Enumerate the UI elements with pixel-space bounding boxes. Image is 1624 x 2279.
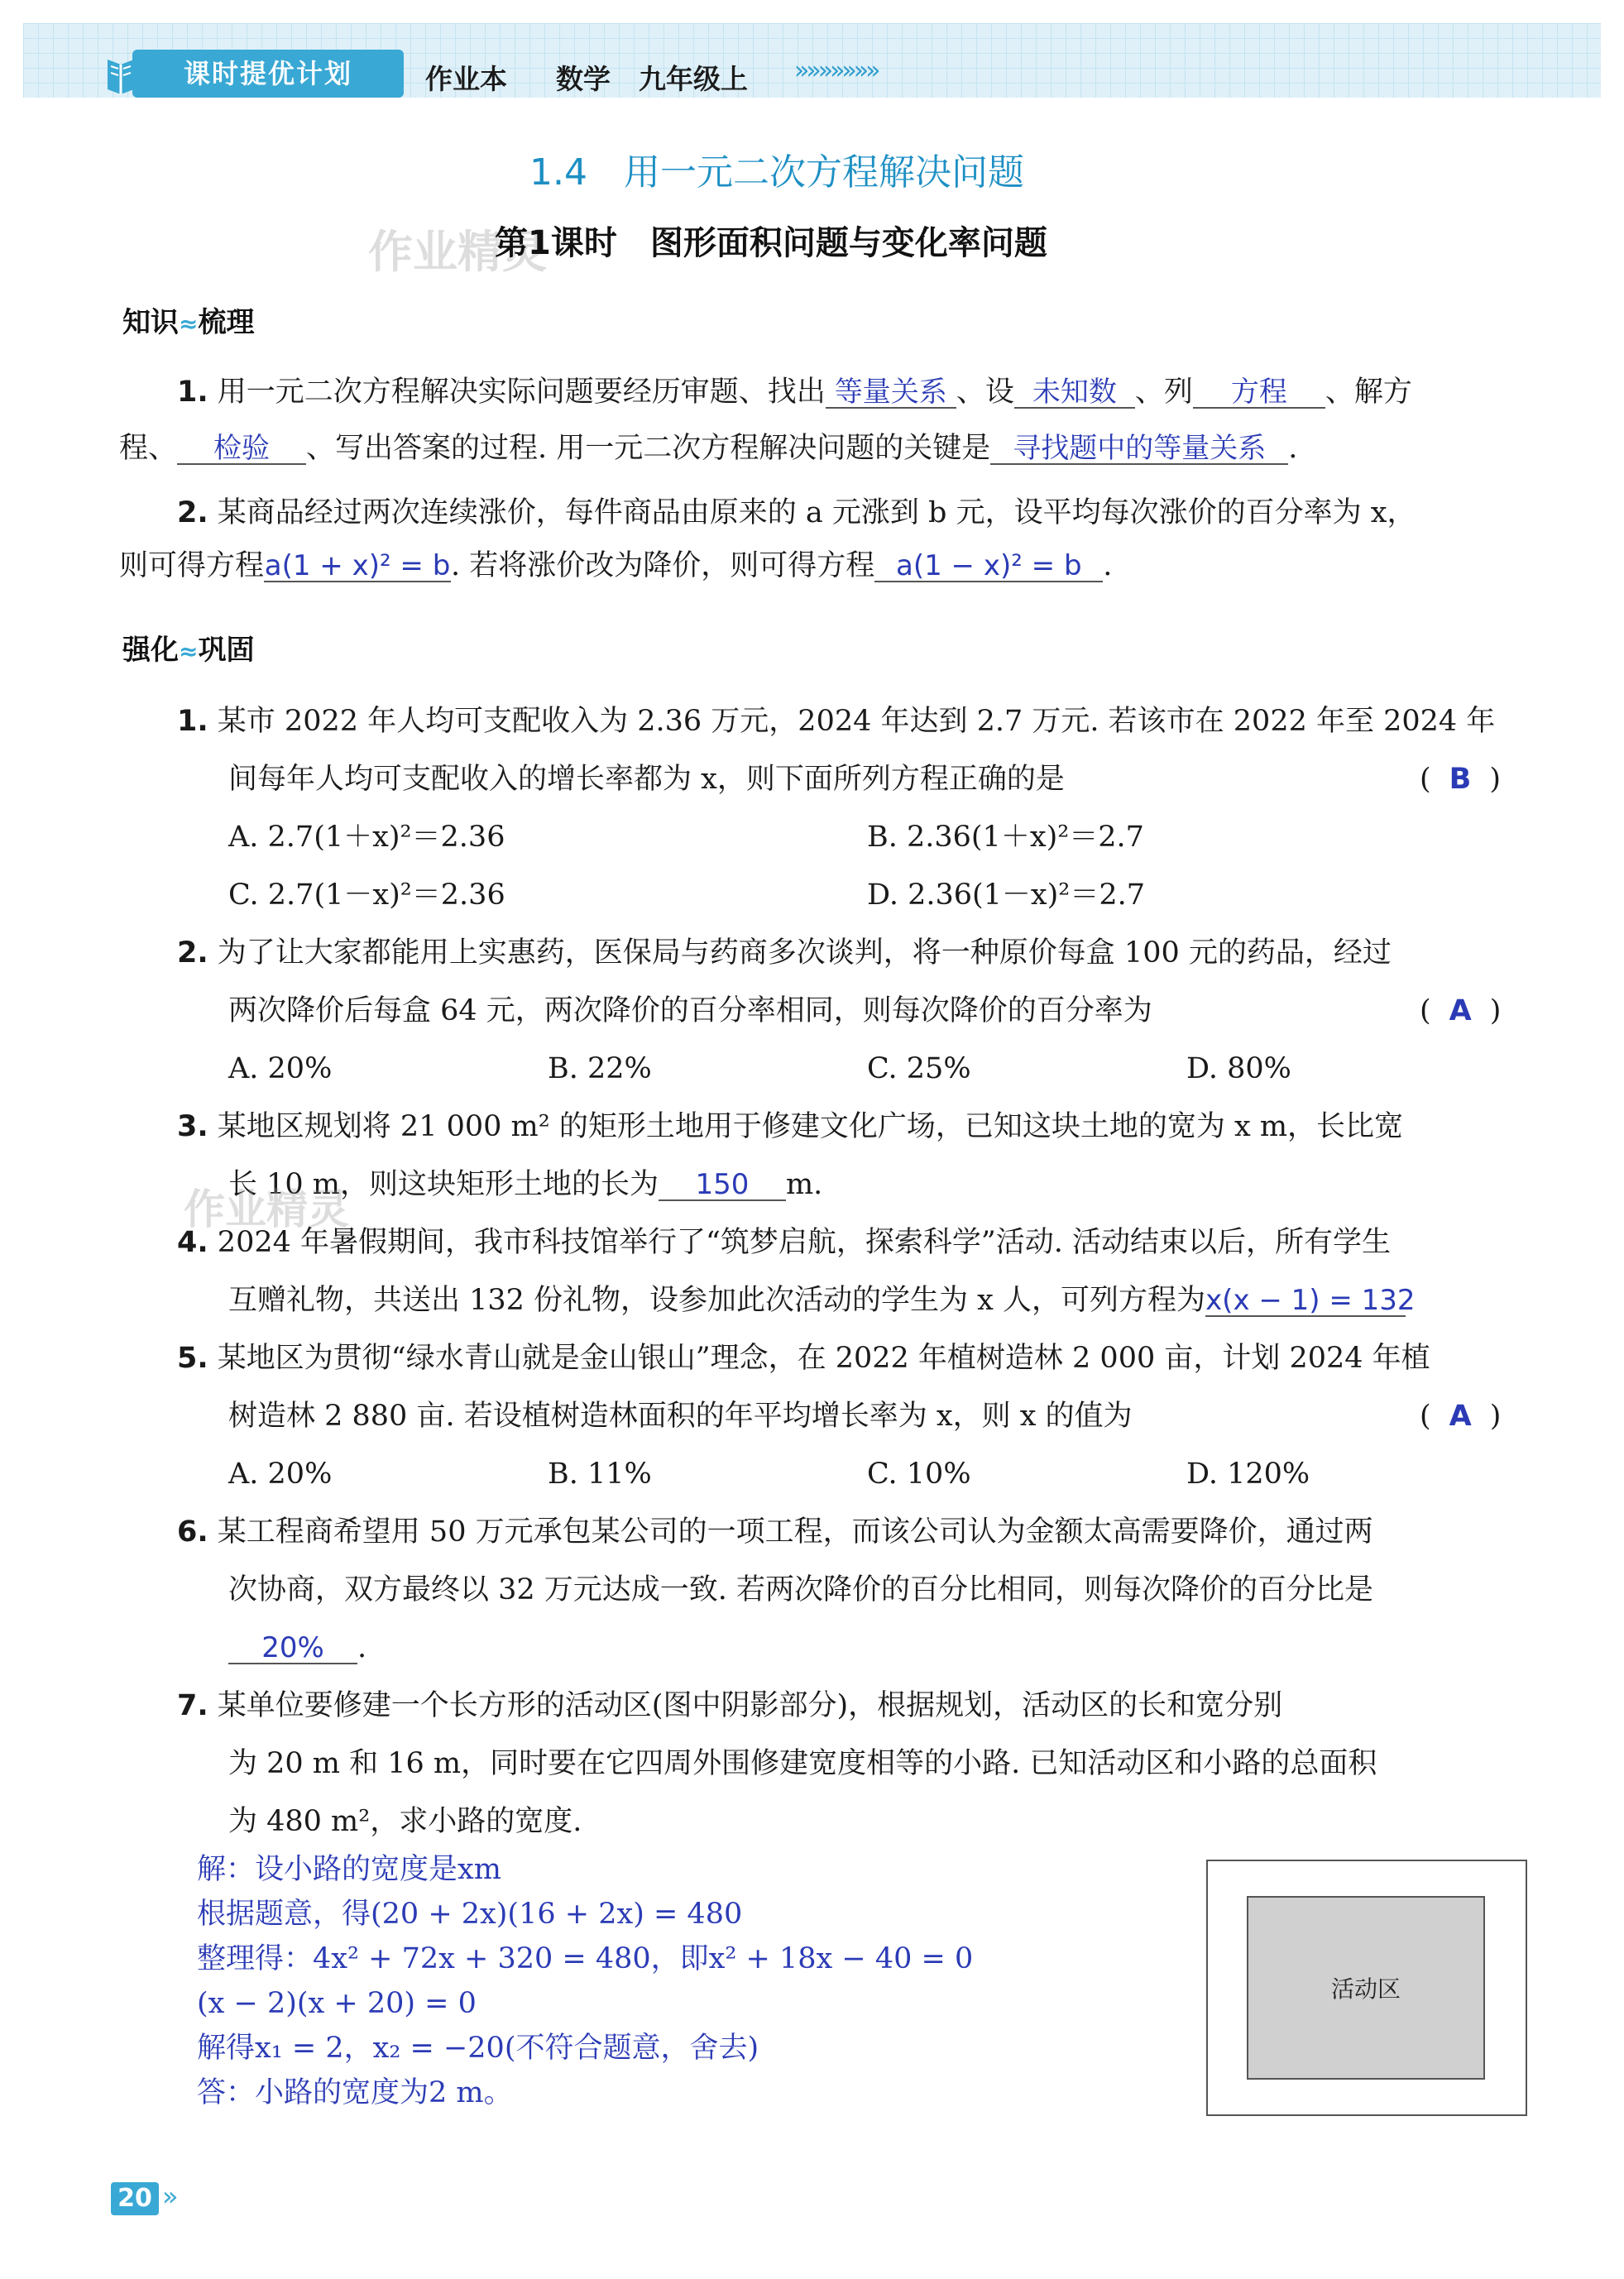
q2-option-a: A. 20% bbox=[228, 1052, 333, 1085]
knowledge-q1-line2 bbox=[119, 432, 1297, 465]
tag-part-b: 巩固 bbox=[198, 634, 255, 667]
text: 2024 年暑假期间，我市科技馆举行了“筑梦启航，探索科学”活动. 活动结束以后，所有学生 bbox=[217, 1226, 1392, 1259]
knowledge-tag bbox=[122, 299, 254, 340]
practice-q7-line2: 为 20 m 和 16 m，同时要在它四周外围修建宽度相等的小路. 已知活动区和小路的总面积 bbox=[228, 1747, 1377, 1780]
q-num: 3. bbox=[177, 1110, 208, 1143]
solution-line-5: 解得x₁ = 2，x₂ = −20(不符合题意，舍去) bbox=[197, 2032, 759, 2065]
text: . 若将涨价改为降价，则可得方程 bbox=[451, 549, 875, 582]
text: 、设 bbox=[956, 376, 1014, 409]
section-title: 1.4 用一元二次方程解决问题 bbox=[529, 151, 1024, 194]
q2-option-d: D. 80% bbox=[1186, 1052, 1291, 1085]
answer-blank: 未知数 bbox=[1014, 377, 1135, 409]
practice-q6-line1 bbox=[177, 1515, 1373, 1549]
practice-tag bbox=[122, 627, 254, 668]
q5-option-b: B. 11% bbox=[548, 1458, 652, 1491]
practice-q2-line2: 两次降价后每盒 64 元，两次降价的百分率相同，则每次降价的百分率为 bbox=[228, 994, 1152, 1027]
practice-q2-line1 bbox=[177, 936, 1392, 970]
text: 为了让大家都能用上实惠药，医保局与药商多次谈判，将一种原价每盒 100 元的药品，经过 bbox=[217, 936, 1392, 970]
choice-answer: A bbox=[1449, 1400, 1472, 1433]
q2-option-c: C. 25% bbox=[867, 1052, 971, 1085]
figure-activity-area bbox=[1247, 1896, 1485, 2080]
text: 、写出答案的过程. 用一元二次方程解决问题的关键是 bbox=[306, 432, 991, 465]
q-num: 5. bbox=[177, 1342, 208, 1375]
q-num: 1. bbox=[177, 705, 208, 738]
answer-blank: a(1 + x)² = b bbox=[264, 549, 451, 582]
answer-blank: x(x − 1) = 132 bbox=[1205, 1284, 1416, 1317]
solution-line-2: 根据题意，得(20 + 2x)(16 + 2x) = 480 bbox=[197, 1898, 743, 1931]
tag-part-b: 梳理 bbox=[198, 306, 255, 339]
answer-blank: 20% bbox=[228, 1633, 357, 1664]
practice-q1-line1 bbox=[177, 705, 1495, 738]
page-chevron-icon: ›› bbox=[162, 2181, 174, 2212]
answer-blank: 寻找题中的等量关系 bbox=[990, 433, 1288, 465]
text: . bbox=[1288, 432, 1298, 465]
q5-option-d: D. 120% bbox=[1186, 1458, 1310, 1491]
q1-option-d: D. 2.36(1－x)²＝2.7 bbox=[867, 879, 1146, 912]
practice-q7-line1 bbox=[177, 1689, 1282, 1722]
lesson-subtitle: 第1课时 图形面积问题与变化率问题 bbox=[495, 224, 1047, 262]
practice-q3-line1 bbox=[177, 1110, 1403, 1143]
answer-blank: 检验 bbox=[177, 433, 306, 465]
choice-answer: A bbox=[1449, 994, 1472, 1027]
practice-q2-answer: ( A ) bbox=[1420, 994, 1502, 1027]
wave-icon: ≈ bbox=[179, 310, 199, 338]
q-num: 7. bbox=[177, 1689, 208, 1722]
figure-label: 活动区 bbox=[1330, 1975, 1401, 2003]
answer-blank: 等量关系 bbox=[826, 377, 956, 409]
solution-line-3: 整理得：4x² + 72x + 320 = 480，即x² + 18x − 40 = 0 bbox=[197, 1942, 974, 1975]
answer-blank: a(1 − x)² = b bbox=[874, 551, 1103, 582]
practice-q5-answer: ( A ) bbox=[1420, 1400, 1502, 1433]
solution-line-6: 答：小路的宽度为2 m。 bbox=[197, 2076, 513, 2109]
practice-q5-line1 bbox=[177, 1342, 1430, 1375]
practice-q4-line2 bbox=[228, 1284, 1416, 1317]
page-number: 20 bbox=[111, 2182, 159, 2215]
text: 某地区为贯彻“绿水青山就是金山银山”理念，在 2022 年植树造林 2 000 亩，计划 2024 年植 bbox=[217, 1342, 1430, 1375]
q-num: 2. bbox=[177, 496, 208, 529]
text: m. bbox=[785, 1168, 823, 1201]
wave-icon: ≈ bbox=[179, 638, 199, 665]
watermark-2: 作业精灵 bbox=[184, 1185, 349, 1233]
solution-line-4: (x − 2)(x + 20) = 0 bbox=[197, 1987, 477, 2020]
text: 某工程商希望用 50 万元承包某公司的一项工程，而该公司认为金额太高需要降价，通过两 bbox=[217, 1515, 1373, 1549]
q-num: 6. bbox=[177, 1515, 208, 1549]
practice-q6-line3 bbox=[228, 1631, 366, 1664]
text: 长 10 m，则这块矩形土地的长为 bbox=[228, 1168, 659, 1201]
text: 程、 bbox=[119, 432, 178, 465]
header-book: 作业本 bbox=[425, 63, 507, 95]
knowledge-q2-line1 bbox=[177, 496, 1416, 529]
knowledge-q2-line2 bbox=[119, 549, 1112, 582]
text: 某单位要修建一个长方形的活动区(图中阴影部分)，根据规划，活动区的长和宽分别 bbox=[217, 1689, 1283, 1722]
choice-answer: B bbox=[1449, 763, 1472, 796]
q2-option-b: B. 22% bbox=[548, 1052, 652, 1085]
watermark: 作业精灵 bbox=[368, 226, 547, 278]
q5-option-c: C. 10% bbox=[867, 1458, 971, 1491]
practice-q4-line1 bbox=[177, 1226, 1391, 1259]
tag-part-a: 知识 bbox=[122, 306, 179, 339]
text: . bbox=[357, 1631, 367, 1664]
tag-part-a: 强化 bbox=[122, 634, 179, 667]
q5-option-a: A. 20% bbox=[228, 1458, 333, 1491]
text: 则可得方程 bbox=[119, 549, 265, 582]
header-chevrons: »»»»»»» bbox=[794, 56, 878, 85]
text: . bbox=[1103, 549, 1113, 582]
q-num: 1. bbox=[177, 376, 208, 409]
practice-q7-line3: 为 480 m²，求小路的宽度. bbox=[228, 1805, 582, 1838]
text: 、列 bbox=[1134, 376, 1193, 409]
solution-line-1: 解：设小路的宽度是xm bbox=[197, 1853, 501, 1886]
q1-option-b: B. 2.36(1＋x)²＝2.7 bbox=[867, 821, 1144, 854]
q-num: 2. bbox=[177, 936, 208, 970]
text: 某市 2022 年人均可支配收入为 2.36 万元，2024 年达到 2.7 万元. 若该市在 2022 年至 2024 年 bbox=[217, 705, 1496, 738]
text: 某地区规划将 21 000 m² 的矩形土地用于修建文化广场，已知这块土地的宽为 x m，长比宽 bbox=[217, 1110, 1404, 1143]
practice-q5-line2: 树造林 2 880 亩. 若设植树造林面积的年平均增长率为 x，则 x 的值为 bbox=[228, 1400, 1133, 1433]
practice-q6-line2: 次协商，双方最终以 32 万元达成一致. 若两次降价的百分比相同，则每次降价的百分比是 bbox=[228, 1573, 1374, 1606]
text: 、解方 bbox=[1325, 376, 1412, 409]
header-grade: 九年级上 bbox=[639, 63, 748, 95]
text: 某商品经过两次连续涨价，每件商品由原来的 a 元涨到 b 元，设平均每次涨价的百分率为 x， bbox=[217, 496, 1416, 529]
answer-blank: 150 bbox=[659, 1170, 786, 1201]
practice-q1-line2: 间每年人均可支配收入的增长率都为 x，则下面所列方程正确的是 bbox=[228, 763, 1065, 796]
q1-option-c: C. 2.7(1－x)²＝2.36 bbox=[228, 879, 505, 912]
practice-q1-answer: ( B ) bbox=[1420, 763, 1501, 796]
header-subject: 数学 bbox=[556, 63, 611, 95]
q1-option-a: A. 2.7(1＋x)²＝2.36 bbox=[228, 821, 505, 854]
q-num: 4. bbox=[177, 1226, 208, 1259]
text: 用一元二次方程解决实际问题要经历审题、找出 bbox=[217, 376, 826, 409]
answer-blank: 方程 bbox=[1193, 377, 1325, 409]
series-logo: 课时提优计划 bbox=[132, 50, 404, 98]
text: 互赠礼物，共送出 132 份礼物，设参加此次活动的学生为 x 人，可列方程为 bbox=[228, 1284, 1206, 1317]
knowledge-q1-line1 bbox=[177, 376, 1412, 409]
